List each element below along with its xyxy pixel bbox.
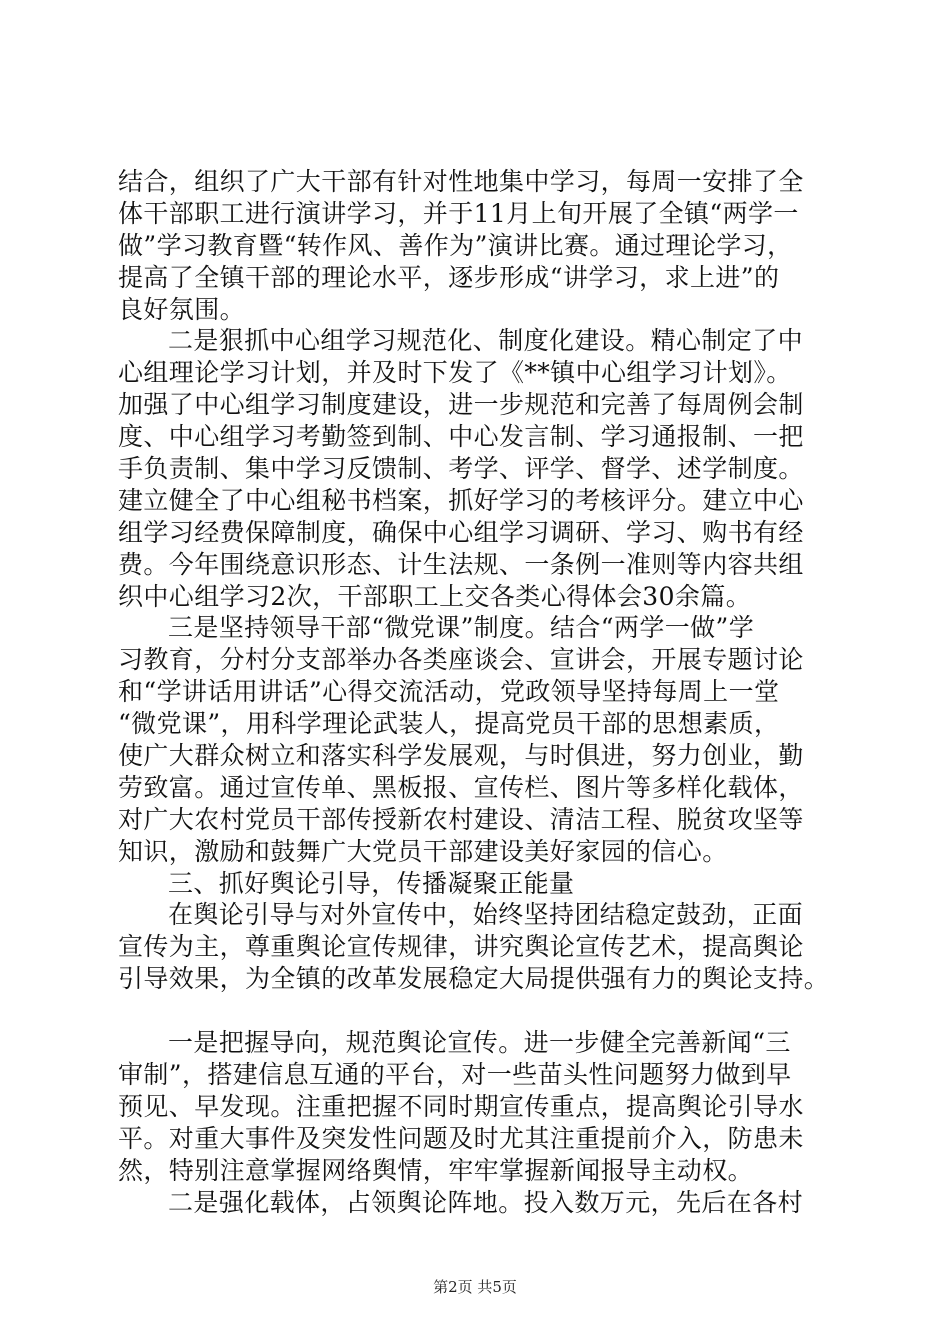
paragraph-first-line: 一是把握导向，规范舆论宣传。进一步健全完善新闻“三	[168, 1028, 791, 1058]
text-line: 和“学讲话用讲话”心得交流活动，党政领导坚持每周上一堂	[118, 677, 780, 707]
text-line: 然，特别注意掌握网络舆情，牢牢掌握新闻报导主动权。	[118, 1155, 754, 1185]
text-line: 知识，激励和鼓舞广大党员干部建设美好家园的信心。	[118, 836, 728, 866]
paragraph-first-line: 二是狠抓中心组学习规范化、制度化建设。精心制定了中	[168, 326, 804, 356]
section-heading: 三、抓好舆论引导，传播凝聚正能量	[168, 868, 575, 898]
text-line: 使广大群众树立和落实科学发展观，与时俱进，努力创业，勤	[118, 741, 804, 771]
text-line: 对广大农村党员干部传授新农村建设、清洁工程、脱贫攻坚等	[118, 804, 804, 834]
text-line: 劳致富。通过宣传单、黑板报、宣传栏、图片等多样化载体，	[118, 772, 804, 802]
text-line: 心组理论学习计划，并及时下发了《**镇中心组学习计划》。	[118, 358, 792, 388]
text-line: 提高了全镇干部的理论水平，逐步形成“讲学习，求上进”的	[118, 262, 780, 292]
text-line: 建立健全了中心组秘书档案，抓好学习的考核评分。建立中心	[118, 485, 804, 515]
body-text	[118, 166, 834, 1218]
paragraph-first-line: 在舆论引导与对外宣传中，始终坚持团结稳定鼓劲，正面	[168, 900, 804, 930]
text-line: 平。对重大事件及突发性问题及时尤其注重提前介入，防患未	[118, 1123, 804, 1153]
text-line: 预见、早发现。注重把握不同时期宣传重点，提高舆论引导水	[118, 1091, 804, 1121]
text-line: 审制”，搭建信息互通的平台，对一些苗头性问题努力做到早	[118, 1059, 792, 1089]
text-line: 加强了中心组学习制度建设，进一步规范和完善了每周例会制	[118, 390, 804, 420]
text-line: 织中心组学习2次，干部职工上交各类心得体会30余篇。	[118, 581, 752, 611]
text-line: 手负责制、集中学习反馈制、考学、评学、督学、述学制度。	[118, 454, 804, 484]
text-line: 度、中心组学习考勤签到制、中心发言制、学习通报制、一把	[118, 422, 804, 452]
text-line: 引导效果，为全镇的改革发展稳定大局提供强有力的舆论支持。	[118, 964, 830, 994]
text-line: 做”学习教育暨“转作风、善作为”演讲比赛。通过理论学习，	[118, 230, 793, 260]
paragraph-first-line: 二是强化载体，占领舆论阵地。投入数万元，先后在各村	[168, 1187, 804, 1217]
text-line: 习教育，分村分支部举办各类座谈会、宣讲会，开展专题讨论	[118, 645, 804, 675]
text-line: 结合，组织了广大干部有针对性地集中学习，每周一安排了全	[118, 167, 804, 196]
text-line: “微党课”，用科学理论武装人，提高党员干部的思想素质，	[118, 709, 780, 739]
paragraph-first-line: 三是坚持领导干部“微党课”制度。结合“两学一做”学	[168, 613, 755, 643]
blank-line	[118, 995, 834, 1027]
text-line: 组学习经费保障制度，确保中心组学习调研、学习、购书有经	[118, 517, 804, 547]
page-number-footer: 第2页 共5页	[433, 1278, 517, 1296]
text-line: 费。今年围绕意识形态、计生法规、一条例一准则等内容共组	[118, 549, 804, 579]
text-line: 体干部职工进行演讲学习，并于11月上旬开展了全镇“两学一	[118, 198, 799, 228]
text-line: 良好氛围。	[118, 294, 246, 324]
text-line: 宣传为主，尊重舆论宣传规律，讲究舆论宣传艺术，提高舆论	[118, 932, 804, 962]
